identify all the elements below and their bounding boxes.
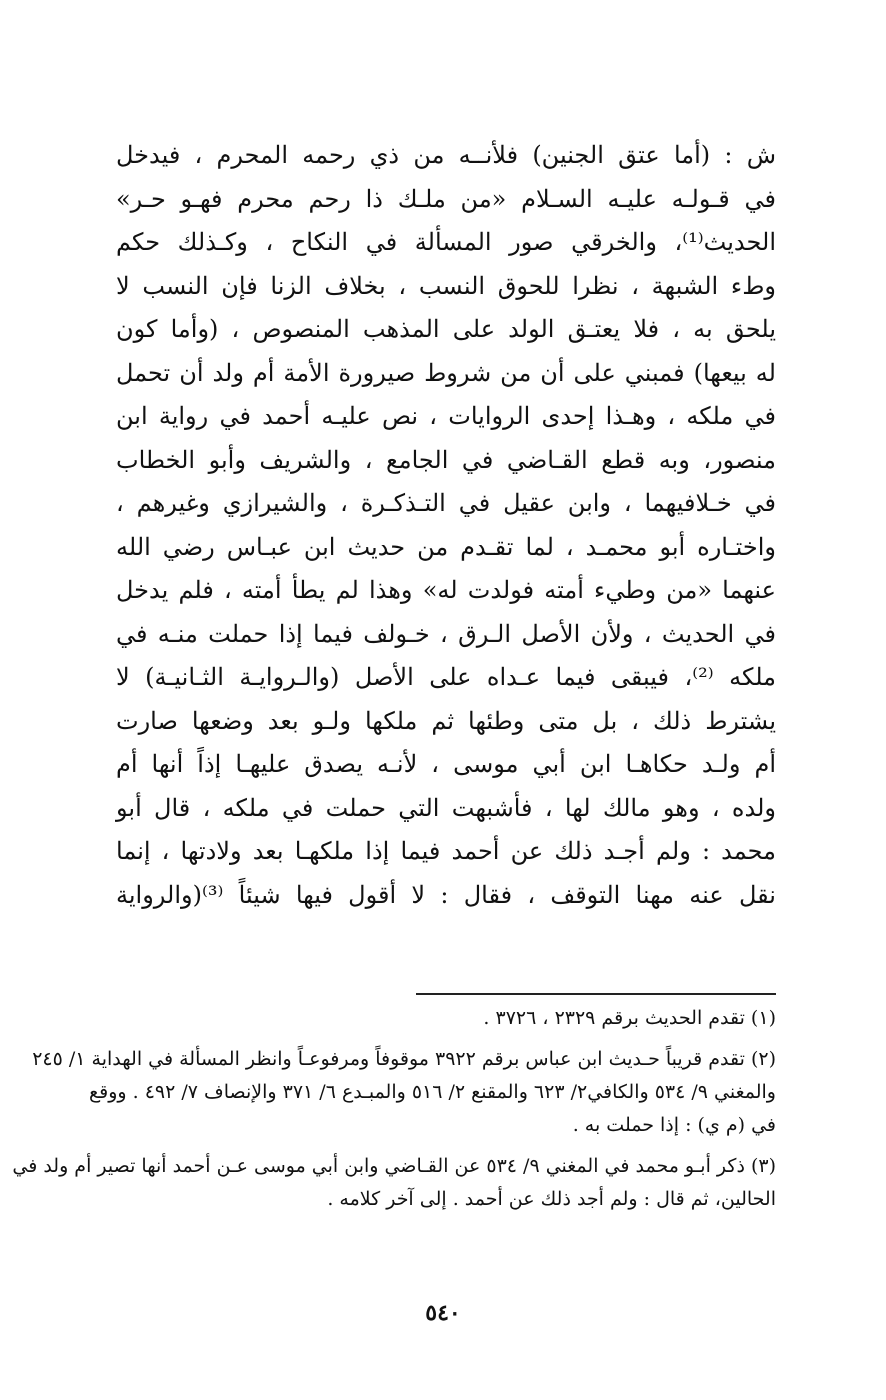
text-line: في خـلافيهما ، وابن عقيل في التـذكـرة ، والشيرازي وغيرهم ، <box>116 489 776 517</box>
footnote-3-line: الحالين، ثم قال : ولم أجد ذلك عن أحمد . إلى آخر كلامه . <box>327 1188 776 1210</box>
footnotes <box>12 1002 776 1216</box>
text-line: ش : (أما عتق الجنين) فلأنــه من ذي رحمه المحرم ، فيدخل <box>116 141 776 169</box>
text-line: محمد : ولم أجـد ذلك عن أحمد فيما إذا ملكهـا بعد ولادتها ، إنما <box>116 837 776 865</box>
footnote-1: (١) تقدم الحديث برقم ٢٣٢٩ ، ٣٧٢٦ . <box>483 1007 776 1029</box>
footnote-2-line: (٢) تقدم قريباً حـديث ابن عباس برقم ٣٩٢٢ موقوفاً ومرفوعـاً وانظر المسألة في الهداية ١/ ٢٤٥ <box>32 1048 776 1070</box>
text-line: ملكه ⁽²⁾، فيبقى فيما عـداه على الأصل (والـروايـة الثـانيـة) لا <box>116 663 777 691</box>
footnote-2-line: في (م ي) : إذا حملت به . <box>572 1114 776 1136</box>
text-line: يلحق به ، فلا يعتـق الولد على المذهب المنصوص ، (وأما كون <box>116 315 776 343</box>
text-line: عنهما «من وطيء أمته فولدت له» وهذا لم يطأ أمته ، فلم يدخل <box>116 576 776 604</box>
footnote-3-line: (٣) ذكر أبـو محمد في المغني ٩/ ٥٣٤ عن القـاضي وابن أبي موسى عـن أحمد أنها تصير أم ولد في <box>12 1155 776 1177</box>
page-number: ٥٤٠ <box>425 1300 461 1326</box>
text-line: أم ولـد حكاهـا ابن أبي موسى ، لأنـه يصدق عليهـا إذاً أنها أم <box>116 750 776 778</box>
text-line: ولده ، وهو مالك لها ، فأشبهت التي حملت في ملكه ، قال أبو <box>116 793 777 822</box>
text-line: في الحديث ، ولأن الأصل الـرق ، خـولف فيما إذا حملت منـه في <box>116 619 776 648</box>
text-line: وطء الشبهة ، نظرا للحوق النسب ، بخلاف الزنا فإن النسب لا <box>116 271 776 300</box>
text-line: واختـاره أبو محمـد ، لما تقـدم من حديث ابن عبـاس رضي الله <box>116 532 776 561</box>
text-line: يشترط ذلك ، بل متى وطئها ثم ملكها ولـو بعد وضعها صارت <box>116 706 776 735</box>
text-line: الحديث⁽¹⁾، والخرقي صور المسألة في النكاح ، وكـذلك حكم <box>116 228 776 256</box>
footnote-2-line: والمغني ٩/ ٥٣٤ والكافي٢/ ٦٢٣ والمقنع ٢/ ٥١٦ والمبـدع ٦/ ٣٧١ والإنصاف ٧/ ٤٩٢ . ووقع <box>89 1081 776 1103</box>
text-line: في قـولـه عليـه السـلام «من ملـك ذا رحم محرم فهـو حـر» <box>116 184 776 213</box>
main-text <box>116 134 776 917</box>
text-line: منصور، وبه قطع القـاضي في الجامع ، والشريف وأبو الخطاب <box>116 445 776 474</box>
text-line: في ملكه ، وهـذا إحدى الروايات ، نص عليـه أحمد في رواية ابن <box>116 402 776 430</box>
footnote-separator <box>416 993 776 995</box>
text-line: نقل عنه مهنا التوقف ، فقال : لا أقول فيها شيئاً ⁽³⁾(والرواية <box>116 880 776 909</box>
text-line: له بيعها) فمبني على أن من شروط صيرورة الأمة أم ولد أن تحمل <box>116 358 776 387</box>
